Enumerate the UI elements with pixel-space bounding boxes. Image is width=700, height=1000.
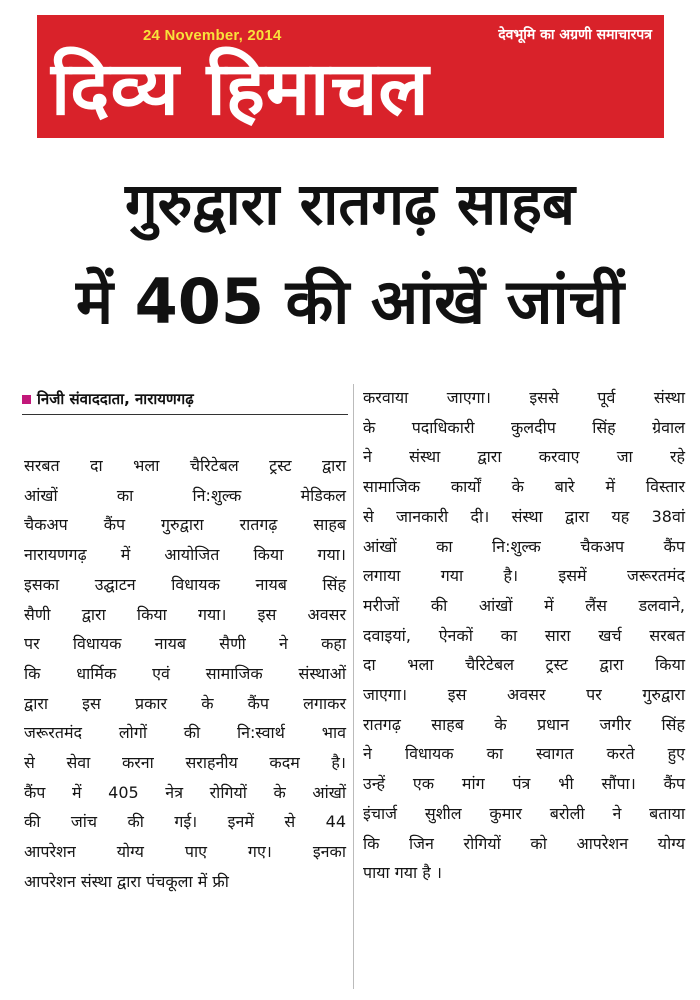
article-line: जरूरतमंद लोगों की नि:स्वार्थ भाव: [24, 723, 346, 743]
article-line: के पदाधिकारी कुलदीप सिंह ग्रेवाल: [363, 417, 685, 437]
masthead: [37, 15, 664, 138]
article-column-left: [24, 451, 346, 897]
article-line: सरबत दा भला चैरिटेबल ट्रस्ट द्वारा: [24, 456, 346, 475]
article-line: उन्हें एक मांग पंत्र भी सौंपा। कैंप: [363, 774, 685, 794]
article-line: ने विधायक का स्वागत करते हुए: [363, 744, 685, 764]
article-line: ने संस्था द्वारा करवाए जा रहे: [363, 447, 685, 467]
article-line: इंचार्ज सुशील कुमार बरोली ने बताया: [363, 803, 685, 823]
article-column-right: [363, 383, 685, 888]
article-line: आंखों का नि:शुल्क मेडिकल: [24, 485, 346, 505]
article-line: लगाया गया है। इसमें जरूरतमंद: [363, 566, 685, 586]
article-line: जाएगा। इस अवसर पर गुरुद्वारा: [363, 685, 685, 705]
article-line: कैंप में 405 नेत्र रोगियों के आंखों: [24, 782, 346, 802]
article-line: आपरेशन योग्य पाए गए। इनका: [24, 842, 346, 862]
newspaper-nameplate: दिव्य हिमाचल: [51, 46, 430, 132]
article-line: से जानकारी दी। संस्था द्वारा यह 38वां: [363, 506, 685, 526]
article-line: सैणी द्वारा किया गया। इस अवसर: [24, 604, 346, 624]
article-line: मरीजों की आंखों में लैंस डलवाने,: [363, 595, 685, 615]
byline: [22, 384, 348, 415]
article-line: से सेवा करना सराहनीय कदम है।: [24, 753, 346, 773]
article-line: आपरेशन संस्था द्वारा पंचकूला में फ्री: [24, 871, 229, 891]
masthead-tagline: देवभूमि का अग्रणी समाचारपत्र: [498, 27, 652, 43]
article-line: करवाया जाएगा। इससे पूर्व संस्था: [363, 388, 685, 407]
article-line: इसका उद्घाटन विधायक नायब सिंह: [24, 574, 346, 594]
headline-line-2: में 405 की आंखें जांचीं: [75, 265, 625, 338]
byline-text: निजी संवाददाता, नारायणगढ़: [37, 390, 194, 408]
article-line: आंखों का नि:शुल्क चैकअप कैंप: [363, 536, 685, 556]
article-line: नारायणगढ़ में आयोजित किया गया।: [24, 545, 346, 565]
article-headline: [0, 165, 700, 343]
column-divider: [353, 384, 354, 989]
publication-date: 24 November, 2014: [143, 27, 282, 44]
article-line: दवाइयां, ऐनकों का सारा खर्च सरबत: [363, 625, 685, 645]
article-line: पर विधायक नायब सैणी ने कहा: [24, 634, 346, 654]
article-line: कि जिन रोगियों को आपरेशन योग्य: [363, 833, 685, 853]
article-line: दा भला चैरिटेबल ट्रस्ट द्वारा किया: [363, 655, 685, 675]
article-line: द्वारा इस प्रकार के कैंप लगाकर: [24, 693, 346, 713]
article-line: कि धार्मिक एवं सामाजिक संस्थाओं: [24, 663, 346, 683]
article-line: सामाजिक कार्यों के बारे में विस्तार: [363, 477, 685, 497]
headline-line-1: गुरुद्वारा रातगढ़ साहब: [124, 170, 576, 238]
article-line: चैकअप कैंप गुरुद्वारा रातगढ़ साहब: [24, 515, 346, 535]
article-line: की जांच की गई। इनमें से 44: [24, 812, 346, 832]
article-line: पाया गया है ।: [363, 863, 442, 883]
byline-marker-icon: [22, 395, 31, 404]
article-line: रातगढ़ साहब के प्रधान जगीर सिंह: [363, 714, 685, 734]
